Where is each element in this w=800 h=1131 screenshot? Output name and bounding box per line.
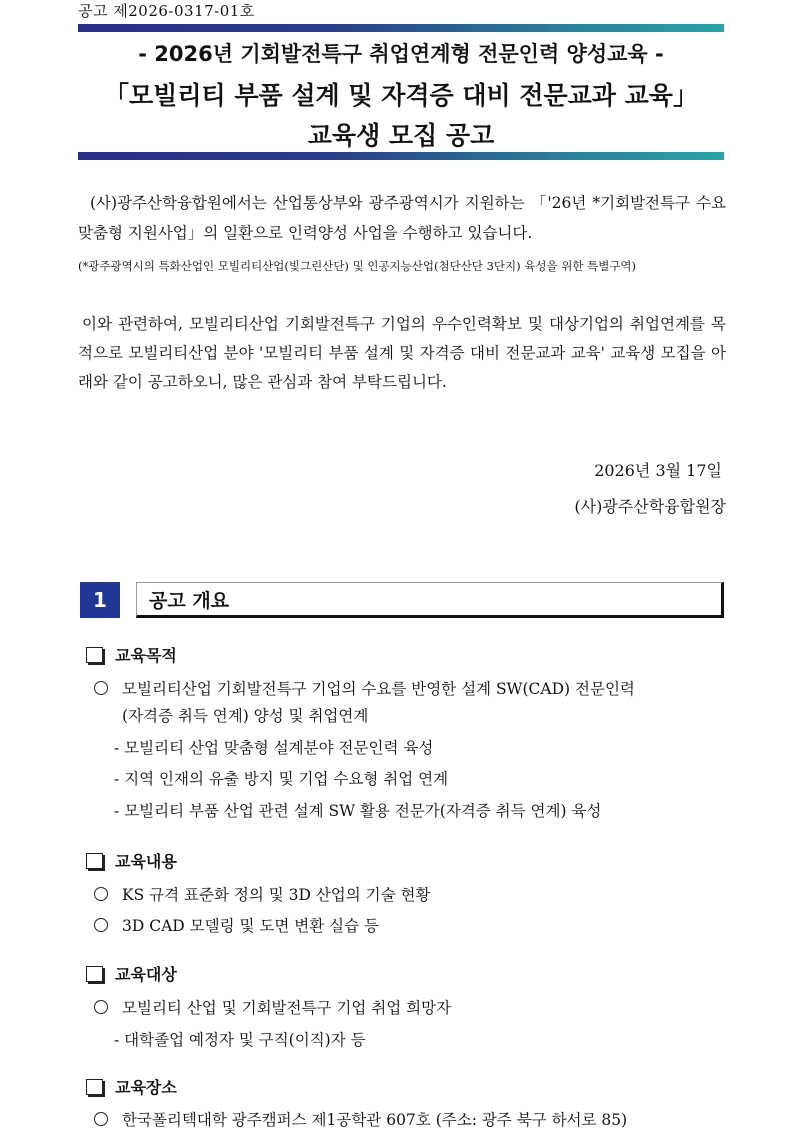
- title-line-2: 「모빌리티 부품 설계 및 자격증 대비 전문교과 교육」: [104, 81, 698, 110]
- circle-bullet-icon: [94, 681, 108, 695]
- title-top-bar: [78, 24, 724, 32]
- announcement-date: 2026년 3월 17일: [594, 461, 722, 480]
- title-line-3: 교육생 모집 공고: [307, 121, 495, 150]
- place-main: [94, 1108, 627, 1130]
- circle-bullet-icon: [94, 918, 108, 932]
- content-item-2: [94, 914, 379, 936]
- title-line-1: - 2026년 기회발전특구 취업연계형 전문인력 양성교육 -: [138, 42, 664, 66]
- circle-bullet-icon: [94, 1112, 108, 1126]
- content-heading: [86, 849, 177, 872]
- organization-signature: (사)광주산학융합원장: [574, 497, 726, 516]
- notice-number: 공고 제2026-0317-01호: [78, 2, 255, 20]
- target-heading-label: 교육대상: [115, 965, 177, 984]
- circle-bullet-icon: [94, 887, 108, 901]
- intro-footnote: (*광주광역시의 특화산업인 모빌리티산업(빛그린산단) 및 인공지능산업(첨단산단 3단지) 육성을 위한 특별구역): [78, 259, 637, 273]
- section-title-box: [136, 582, 724, 618]
- purpose-sub-1: - 모빌리티 산업 맞춤형 설계분야 전문인력 육성: [114, 739, 434, 757]
- content-item-2-text: 3D CAD 모델링 및 도면 변환 실습 등: [122, 917, 379, 935]
- target-sub: - 대학졸업 예정자 및 구직(이직)자 등: [114, 1031, 366, 1049]
- intro-paragraph-2: 이와 관련하여, 모빌리티산업 기회발전특구 기업의 우수인력확보 및 대상기업의 취업연계를 목적으로 모빌리티산업 분야 '모빌리티 부품 설계 및 자격증 대비 전문교과 교육' 교육생 모집을 아래와 같이 공고하오니, 많은 관심과 참여 부탁드립니다.: [78, 315, 726, 391]
- checkbox-icon: [86, 647, 103, 663]
- purpose-main-continued: (자격증 취득 연계) 양성 및 취업연계: [122, 707, 369, 725]
- purpose-heading-label: 교육목적: [115, 646, 177, 665]
- purpose-sub-2: - 지역 인재의 유출 방지 및 기업 수요형 취업 연계: [114, 770, 449, 788]
- checkbox-icon: [86, 966, 103, 982]
- target-heading: [86, 962, 177, 985]
- place-main-text: 한국폴리텍대학 광주캠퍼스 제1공학관 607호 (주소: 광주 북구 하서로 85): [122, 1111, 628, 1129]
- content-item-1: [94, 883, 431, 905]
- place-heading-label: 교육장소: [115, 1078, 177, 1097]
- purpose-sub-3: - 모빌리티 부품 산업 관련 설계 SW 활용 전문가(자격증 취득 연계) 육성: [114, 802, 602, 820]
- purpose-main: [94, 677, 635, 699]
- section-title: 공고 개요: [149, 590, 230, 612]
- content-item-1-text: KS 규격 표준화 정의 및 3D 산업의 기술 현황: [122, 886, 431, 904]
- circle-bullet-icon: [94, 1000, 108, 1014]
- intro-paragraph-1: (사)광주산학융합원에서는 산업통상부와 광주광역시가 지원하는 「'26년 *기회발전특구 수요맞춤형 지원사업」의 일환으로 인력양성 사업을 수행하고 있습니다.: [78, 194, 726, 242]
- place-heading: [86, 1075, 177, 1098]
- purpose-main-text: 모빌리티산업 기회발전특구 기업의 수요를 반영한 설계 SW(CAD) 전문인력: [122, 680, 635, 698]
- target-main: [94, 996, 451, 1018]
- section-number-badge: 1: [80, 582, 120, 618]
- checkbox-icon: [86, 853, 103, 869]
- title-bottom-bar: [78, 152, 724, 160]
- target-main-text: 모빌리티 산업 및 기회발전특구 기업 취업 희망자: [122, 999, 452, 1017]
- checkbox-icon: [86, 1079, 103, 1095]
- content-heading-label: 교육내용: [115, 852, 177, 871]
- purpose-heading: [86, 643, 177, 666]
